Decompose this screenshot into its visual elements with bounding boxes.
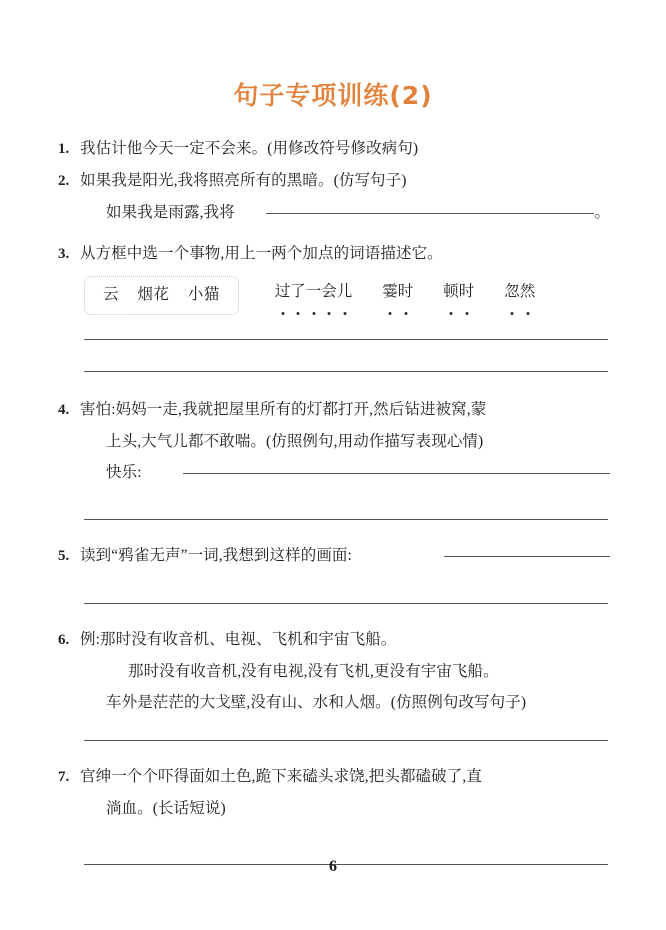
question-text: 上头,大气儿都不敢喘。(仿照例句,用动作描写表现心情): [106, 433, 484, 450]
question-line: [58, 394, 610, 426]
page-title: 句子专项训练(2): [233, 81, 433, 110]
page-number: 6: [329, 858, 337, 875]
question-text: 淌血。(长话短说): [106, 800, 226, 817]
question-text: 从方框中选一个事物,用上一两个加点的词语描述它。: [80, 245, 443, 262]
question-text: 车外是茫茫的大戈壁,没有山、水和人烟。(仿照例句改写句子): [106, 694, 527, 711]
question-number: 6.: [58, 632, 70, 648]
question-number: 2.: [58, 173, 70, 189]
question-text: 我估计他今天一定不会来。(用修改符号修改病句): [80, 140, 419, 157]
question-line: [58, 793, 610, 824]
dotted-word-group: [275, 277, 536, 314]
question-text: 那时没有收音机,没有电视,没有飞机,更没有宇宙飞船。: [128, 663, 499, 680]
dotted-word: 忽 然: [504, 277, 535, 314]
answer-blank[interactable]: [266, 212, 594, 214]
question-number: 4.: [58, 402, 70, 418]
question-text: 如果我是阳光,我将照亮所有的黑暗。(仿写句子): [80, 172, 407, 189]
answer-blank[interactable]: [444, 555, 610, 557]
word-bank-item: 烟花: [137, 286, 170, 303]
answer-blank[interactable]: [84, 740, 608, 741]
question-line: [58, 426, 610, 457]
fill-in-prompt: 读到“鸦雀无声”一词,我想到这样的画面:: [80, 547, 352, 564]
question-line: [58, 624, 610, 656]
question-number: 3.: [58, 246, 70, 262]
question-6: [58, 624, 610, 741]
question-line: [58, 687, 610, 718]
question-line: [58, 238, 610, 270]
spacer: [58, 315, 610, 339]
word-bank-item: 云: [103, 286, 120, 303]
question-line: [58, 197, 610, 228]
question-line: [58, 656, 610, 687]
answer-blank[interactable]: [84, 603, 608, 604]
spacer: [58, 488, 610, 519]
answer-blank[interactable]: [84, 371, 608, 372]
question-number: 5.: [58, 548, 70, 564]
question-7: [58, 761, 610, 865]
word-bank-item: 小猫: [187, 286, 220, 303]
question-number: 7.: [58, 769, 70, 785]
question-text: 官绅一个个吓得面如土色,跪下来磕头求饶,把头都磕破了,直: [80, 768, 482, 785]
spacer: [58, 718, 610, 740]
question-line: [58, 761, 610, 793]
question-1: [58, 133, 610, 165]
trailing-punctuation: 。: [594, 204, 610, 221]
answer-blank[interactable]: [183, 472, 610, 474]
fill-in-prompt: 如果我是雨露,我将: [106, 204, 235, 221]
question-text: 例:那时没有收音机、电视、飞机和宇宙飞船。: [80, 631, 397, 648]
dotted-word: 顿 时: [443, 277, 474, 314]
word-bank-box: [84, 276, 239, 315]
question-text: 害怕:妈妈一走,我就把屋里所有的灯都打开,然后钻进被窝,蒙: [80, 401, 487, 418]
question-line: [58, 133, 610, 165]
fill-in-prompt: 快乐:: [106, 464, 142, 481]
question-line: [58, 540, 610, 572]
dotted-word: 霎 时: [382, 277, 413, 314]
question-2: [58, 165, 610, 228]
word-bank-row: [58, 276, 610, 315]
question-line: [58, 165, 610, 197]
question-number: 1.: [58, 141, 70, 157]
question-list: [58, 133, 610, 865]
question-line: [58, 457, 610, 488]
question-5: [58, 540, 610, 604]
question-3: [58, 238, 610, 372]
question-4: [58, 394, 610, 520]
spacer: [58, 340, 610, 371]
answer-blank[interactable]: [84, 519, 608, 520]
spacer: [58, 572, 610, 603]
dotted-word: 过 了 一 会 儿: [275, 277, 353, 314]
